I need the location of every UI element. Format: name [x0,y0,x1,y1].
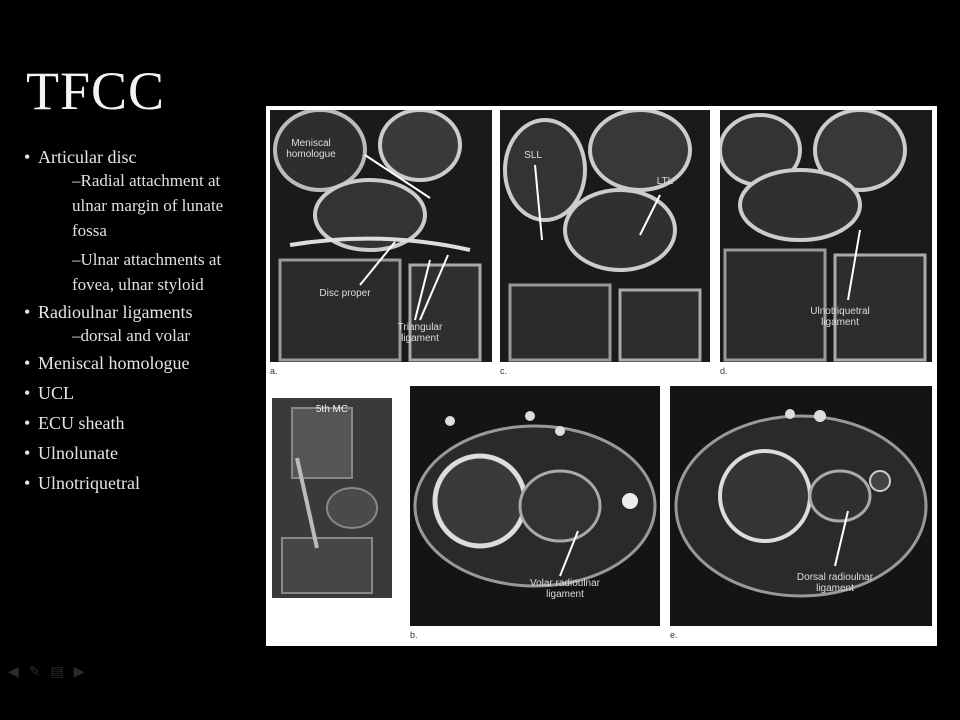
sub-bullet: –Radial attachment at ulnar margin of lunate fossa [72,171,224,240]
bullet-text: Radioulnar ligaments [38,302,193,322]
bullet-item: • Ulnolunate [24,443,118,463]
sub-bullet: –dorsal and volar [72,326,191,345]
mri-image-c [500,110,710,362]
bullet-item: • Radioulnar ligaments [24,302,193,322]
bullet-text: Articular disc [38,147,137,167]
panel-letter-d: d. [720,366,728,376]
label-meniscal-homologue: Meniscal homologue [286,138,336,160]
panel-letter-a: a. [270,366,278,376]
bullet-item: • ECU sheath [24,413,125,433]
slide-title: TFCC [26,61,166,121]
mri-image-a [270,110,492,362]
sub-bullet: –Ulnar attachments at fovea, ulnar styloid [72,250,222,294]
mri-image-e [670,386,932,626]
label-disc-proper: Disc proper [319,288,371,299]
arrow-left-icon[interactable]: ◀ [8,664,19,680]
bullet-list [22,142,258,494]
bullet-text: Ulnotriquetral [38,473,140,493]
label-triangular-ligament: Triangular ligament [397,322,443,344]
mri-image-b [410,386,660,626]
label-ltl: LTL [656,176,674,187]
pen-icon[interactable]: ✎ [28,664,41,680]
bullet-item: • Articular disc [24,147,137,167]
bullet-text: UCL [38,383,74,403]
arrow-right-icon[interactable]: ▶ [73,664,85,680]
label-volar-radioulnar-ligament: Volar radioulnar ligament [529,578,601,600]
slide-nav [8,664,85,680]
mri-image-coronal-small [272,398,392,598]
bullet-item: • Meniscal homologue [24,353,190,373]
bullet-text: ECU sheath [38,413,125,433]
bullet-text: Meniscal homologue [38,353,190,373]
label-dorsal-radioulnar-ligament: Dorsal radioulnar ligament [796,572,874,594]
mri-image-d [720,110,932,362]
label-sll: SLL [524,150,542,161]
panel-letter-e: e. [670,630,678,640]
bullet-text: Ulnolunate [38,443,118,463]
menu-icon[interactable]: ▤ [50,664,64,680]
panel-letter-b: b. [410,630,418,640]
bullet-item: • Ulnotriquetral [24,473,140,493]
panel-letter-c: c. [500,366,508,376]
label-5th-mc: 5th MC [315,404,349,415]
bullet-item: • UCL [24,383,74,403]
label-ulnotriquetral-ligament: Ulnotriquetral ligament [810,306,870,328]
mri-figure [266,106,937,646]
